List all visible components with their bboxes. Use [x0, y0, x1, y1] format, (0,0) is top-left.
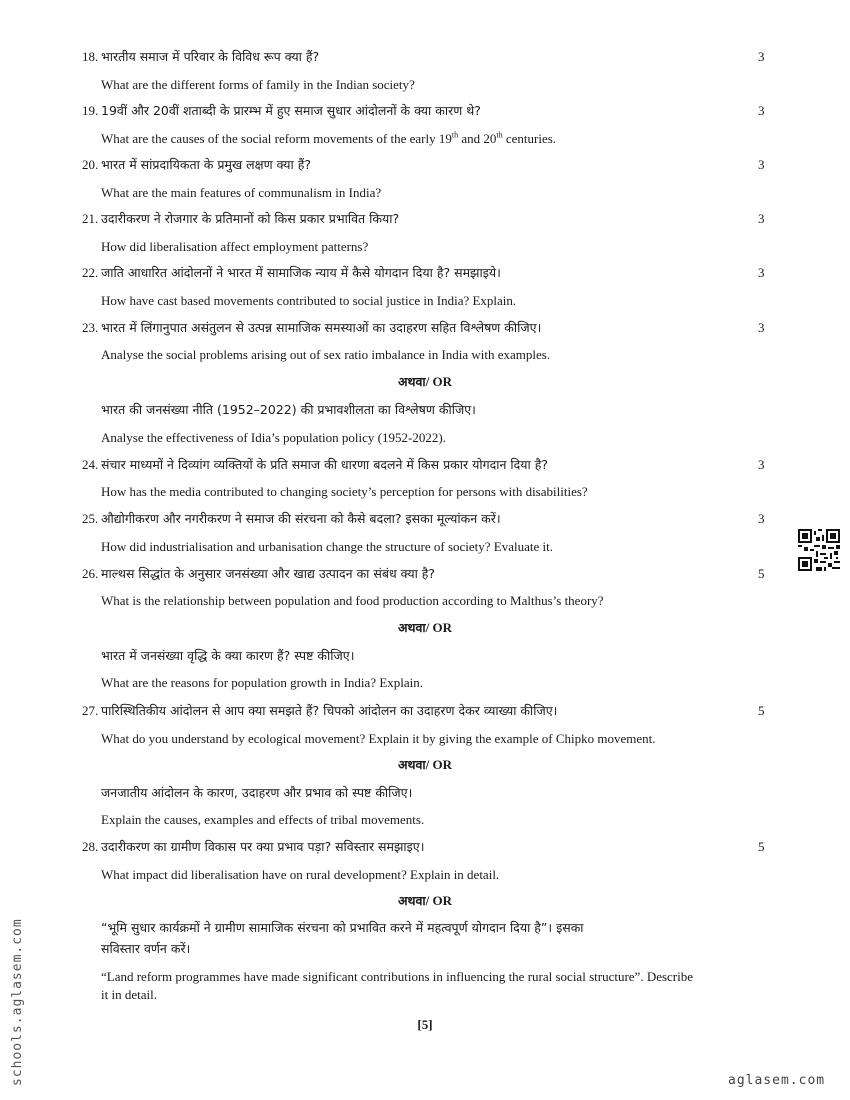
- question-number: 23.: [82, 320, 99, 335]
- or-hindi: अथवा: [397, 620, 426, 635]
- question-hindi: उदारीकरण ने रोजगार के प्रतिमानों को किस प्रकार प्रभावित किया?: [101, 211, 400, 226]
- question-27-alt-english: Explain the causes, examples and effects of tribal movements.: [101, 812, 425, 827]
- question-english-part: centuries.: [502, 131, 557, 146]
- question-hindi: उदारीकरण का ग्रामीण विकास पर क्या प्रभाव पड़ा? सविस्तार समझाइए।: [101, 839, 425, 854]
- qr-code-icon: [798, 529, 840, 571]
- watermark-right: aglasem.com: [728, 1073, 826, 1088]
- question-hindi: जाति आधारित आंदोलनों ने भारत में सामाजिक न्याय में कैसे योगदान दिया है? समझाइये।: [101, 265, 501, 280]
- question-19-english: [101, 131, 556, 147]
- question-marks: 3: [758, 211, 765, 226]
- question-marks: 3: [758, 265, 765, 280]
- question-english-part: What are the causes of the social reform movements of the early 19: [101, 131, 452, 146]
- question-26-alt-hindi: भारत में जनसंख्या वृद्धि के क्या कारण हैं? स्पष्ट कीजिए।: [101, 648, 355, 663]
- question-number: 18.: [82, 49, 99, 64]
- question-marks: 3: [758, 49, 765, 64]
- or-divider: [0, 620, 850, 636]
- question-marks: 3: [758, 103, 765, 118]
- question-hindi: भारतीय समाज में परिवार के विविध रूप क्या हैं?: [101, 49, 320, 64]
- question-28-alt-hindi-line2: सविस्तार वर्णन करें।: [101, 941, 191, 956]
- or-hindi: अथवा: [397, 893, 426, 908]
- question-marks: 5: [758, 566, 765, 581]
- question-number: 25.: [82, 511, 99, 526]
- question-hindi: 19वीं और 20वीं शताब्दी के प्रारम्भ में हुए समाज सुधार आंदोलनों के क्या कारण थे?: [101, 103, 481, 118]
- question-20-english: What are the main features of communalism in India?: [101, 185, 382, 200]
- or-hindi: अथवा: [397, 374, 426, 389]
- question-hindi: भारत में लिंगानुपात असंतुलन से उत्पन्न सामाजिक समस्याओं का उदाहरण सहित विश्लेषण कीजिए।: [101, 320, 542, 335]
- question-22-english: How have cast based movements contributed to social justice in India? Explain.: [101, 293, 517, 308]
- question-27-english: What do you understand by ecological movement? Explain it by giving the example of Chipko movement.: [101, 731, 656, 746]
- or-english: / OR: [425, 757, 453, 772]
- question-23-alt-hindi: भारत की जनसंख्या नीति (1952–2022) की प्रभावशीलता का विश्लेषण कीजिए।: [101, 402, 476, 417]
- page-number: [5]: [417, 1017, 433, 1032]
- question-23-alt-english: Analyse the effectiveness of Idia’s population policy (1952-2022).: [101, 430, 446, 445]
- question-number: 20.: [82, 157, 99, 172]
- question-hindi: माल्थस सिद्धांत के अनुसार जनसंख्या और खाद्य उत्पादन का संबंध क्या है?: [101, 566, 436, 581]
- question-number: 21.: [82, 211, 99, 226]
- question-marks: 5: [758, 703, 765, 718]
- question-number: 24.: [82, 457, 99, 472]
- question-hindi: औद्योगीकरण और नगरीकरण ने समाज की संरचना को कैसे बदला? इसका मूल्यांकन करें।: [101, 511, 501, 526]
- or-divider: [0, 757, 850, 773]
- question-marks: 3: [758, 511, 765, 526]
- superscript: th: [451, 130, 459, 140]
- question-marks: 3: [758, 157, 765, 172]
- question-25-english: How did industrialisation and urbanisation change the structure of society? Evaluate it.: [101, 539, 553, 554]
- question-28-alt-hindi-line1: “भूमि सुधार कार्यक्रमों ने ग्रामीण सामाजिक संरचना को प्रभावित करने में महत्वपूर्ण योगदान दिया है”। इसका: [101, 920, 584, 935]
- question-26-alt-english: What are the reasons for population growth in India? Explain.: [101, 675, 424, 690]
- question-21-english: How did liberalisation affect employment patterns?: [101, 239, 369, 254]
- question-number: 26.: [82, 566, 99, 581]
- question-number: 27.: [82, 703, 99, 718]
- question-marks: 3: [758, 320, 765, 335]
- or-english: / OR: [425, 893, 453, 908]
- question-hindi: पारिस्थितिकीय आंदोलन से आप क्या समझते हैं? चिपको आंदोलन का उदाहरण देकर व्याख्या कीजिए।: [101, 703, 558, 718]
- question-english-part: and 20: [458, 131, 497, 146]
- question-28-alt-english-line2: it in detail.: [101, 987, 157, 1002]
- or-english: / OR: [425, 620, 453, 635]
- question-26-english: What is the relationship between population and food production according to Malthus’s theory?: [101, 593, 604, 608]
- question-28-alt-english-line1: “Land reform programmes have made significant contributions in influencing the rural social structure”. Describe: [101, 969, 694, 984]
- question-marks: 3: [758, 457, 765, 472]
- question-hindi: संचार माध्यमों ने दिव्यांग व्यक्तियों के प्रति समाज की धारणा बदलने में किस प्रकार योगदान दिया है?: [101, 457, 549, 472]
- question-27-alt-hindi: जनजातीय आंदोलन के कारण, उदाहरण और प्रभाव को स्पष्ट कीजिए।: [101, 785, 413, 800]
- or-english: / OR: [425, 374, 453, 389]
- question-number: 28.: [82, 839, 99, 854]
- watermark-left: schools.aglasem.com: [10, 918, 25, 1086]
- question-24-english: How has the media contributed to changing society’s perception for persons with disabilities?: [101, 484, 588, 499]
- question-23-english: Analyse the social problems arising out of sex ratio imbalance in India with examples.: [101, 347, 551, 362]
- question-marks: 5: [758, 839, 765, 854]
- or-hindi: अथवा: [397, 757, 426, 772]
- question-28-english: What impact did liberalisation have on rural development? Explain in detail.: [101, 867, 500, 882]
- question-18-english: What are the different forms of family in the Indian society?: [101, 77, 415, 92]
- or-divider: [0, 893, 850, 909]
- question-hindi: भारत में सांप्रदायिकता के प्रमुख लक्षण क्या हैं?: [101, 157, 312, 172]
- question-number: 22.: [82, 265, 99, 280]
- or-divider: [0, 374, 850, 390]
- question-number: 19.: [82, 103, 99, 118]
- superscript: th: [496, 130, 503, 140]
